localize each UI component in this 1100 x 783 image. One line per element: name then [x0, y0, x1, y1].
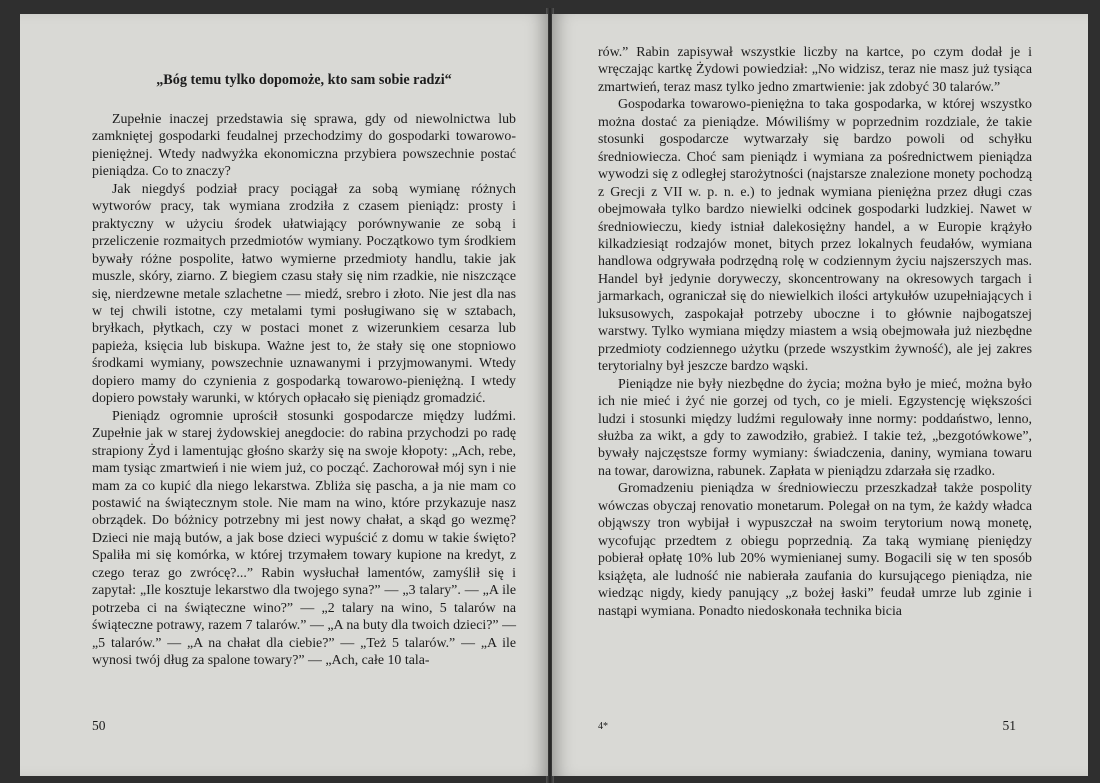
- left-page: [20, 14, 548, 776]
- chapter-heading: „Bóg temu tylko dopomoże, kto sam sobie radzi“: [156, 72, 452, 88]
- signature-mark: 4*: [598, 721, 608, 732]
- paragraph: Gospodarka towarowo-pieniężna to taka gospodarka, w której wszystko można dostać za pieniądze. Mówiliśmy w poprzednim rozdziale, że takie stosunki gospodarcze wytwarzały się bardzo powoli od schyłku średniowiecza. Choć sam pieniądz i wymiana za pośrednictwem pieniądza wywodzi się z odległej starożytności (najstarsze znalezione monety pochodzą z Grecji z VII w. p. n. e.) to jednak wymiana pieniężna przez długi czas obejmowała tylko bardzo niewielki odcinek gospodarki ludzkiej. Nawet w średniowieczu, kiedy istniał dalekosiężny handel, a w Europie krążyło kilkadziesiąt rodzajów monet, bitych przez lokalnych feudałów, wymiana handlowa odgrywała podrzędną rolę w codziennym życiu najszerszych mas. Handel był jedynie doryweczy, skoncentrowany na okresowych targach i jarmarkach, ograniczał się do niewielkich ilości artykułów uzupełniających i luksusowych, zaspokajał potrzeby uboczne i to głównie najbogatszej warstwy. Tylko wymiana między miastem a wsią obejmowała już niezbędne przedmioty codziennego użytku (przede wszystkim żywność), ale jej zakres terytorialny był jeszcze bardzo wąski.: [598, 97, 1032, 375]
- page-number: 51: [1002, 718, 1016, 733]
- paragraph: Jak niegdyś podział pracy pociągał za sobą wymianę różnych wytworów pracy, tak wymiana zrodziła z czasem pieniądz: prosty i praktyczny w użyciu środek ułatwiający porównywanie ze sobą i przeliczenie rozmaitych przedmiotów wymiany. Początkowo tym środkiem bywały różne pospolite, łatwo wymierne przedmioty handlu, takie jak muszle, skóry, ziarno. Z biegiem czasu stały się nim rzadkie, nie niszczące się, nierdzewne metale szlachetne — miedź, srebro i złoto. Nie jest dla nas w tej chwili istotne, czy metalami tymi posługiwano się w sztabach, bryłkach, płytkach, czy w postaci monet z wizerunkiem cesarza lub papieża, księcia lub biskupa. Ważne jest to, że stały się one stopniowo środkami wymiany, powszechnie uznawanymi i przyjmowanymi. Wtedy dopiero mamy do czynienia z gospodarką towarowo-pieniężną. I wtedy dopiero powstały warunki, w których opłacało się pieniądz gromadzić.: [92, 181, 516, 407]
- paragraph: Pieniądze nie były niezbędne do życia; można było je mieć, można było ich nie mieć i żyć nie gorzej od tych, co je mieli. Egzystencję większości ludzi i stosunki między ludźmi regulowały inne normy: poddaństwo, lenno, służba za wikt, a gdy to zawodziło, grabież. I takie też, „bezgotówkowe”, bywały najczęstsze formy wymiany: świadczenia, daniny, wymiana towaru na towar, darowizna, rabunek. Zapłata w pieniądzu zdarzała się rzadko.: [598, 376, 1032, 479]
- paragraph: Zupełnie inaczej przedstawia się sprawa, gdy od niewolnictwa lub zamkniętej gospodarki feudalnej przechodzimy do gospodarki towarowo-pieniężnej. Wtedy nadwyżka ekonomiczna przybiera powszechnie postać pieniądza. Co to znaczy?: [92, 112, 516, 180]
- paragraph: Gromadzeniu pieniądza w średniowieczu przeszkadzał także pospolity wówczas obyczaj renovatio monetarum. Polegał on na tym, że każdy władca objąwszy tron wybijał i wypuszczał na swoim terytorium nową monetę, wycofując przedtem z obiegu poprzednią. Za taką wymianę pieniędzy pobierał opłatę 10% lub 20% wymienianej sumy. Bogacili się w ten sposób książęta, ale ludność nie nabierała zaufania do kursującego pieniądza, nie wiedząc nigdy, kiedy panujący „z bożej łaski” feudał umrze lub zginie i nastąpi wymiana. Ponadto niedoskonała technika bicia: [598, 481, 1032, 619]
- right-page: [552, 14, 1088, 776]
- page-number: 50: [92, 718, 106, 733]
- paragraph: Pieniądz ogromnie uprościł stosunki gospodarcze między ludźmi. Zupełnie jak w starej żydowskiej anegdocie: do rabina przychodzi po radę strapiony Żyd i lamentując głośno skarży się na swoje kłopoty: „Ach, rebe, mam tysiąc zmartwień i nie wiem już, co począć. Zachorował mój syn i nie mam za co kupić dla niego lekarstwa. Zbliża się pascha, a ja nie mam co postawić na świątecznym stole. Nie mam na wino, które przykazuje nasz obrządek. Do bóżnicy potrzebny mi jest nowy chałat, a skąd go wezmę? Dzieci nie mają butów, a jak bose dzieci wypuścić z domu w takie święto? Spaliła mi się komórka, w której trzymałem towary kupione na kredyt, z czego teraz go zwrócę?...” Rabin wysłuchał lamentów, zamyślił się i zapytał: „Ile kosztuje lekarstwo dla twojego syna?” — „3 talary”. — „A ile potrzeba ci na świąteczne wino?” — „2 talary na wino, 5 talarów na świąteczne potrawy, razem 7 talarów.” — „A na buty dla twoich dzieci?” — „5 talarów.” — „A na chałat dla ciebie?” — „Też 5 talarów.” — „A ile wynosi twój dług za spalone towary?” — „Ach, całe 10 tala-: [92, 408, 516, 669]
- paragraph: rów.” Rabin zapisywał wszystkie liczby na kartce, po czym dodał je i wręczając kartkę Żydowi powiedział: „No widzisz, teraz nie masz już tysiąca zmartwień, teraz masz tylko jedno zmartwienie: jak zdobyć 30 talarów.”: [598, 45, 1032, 95]
